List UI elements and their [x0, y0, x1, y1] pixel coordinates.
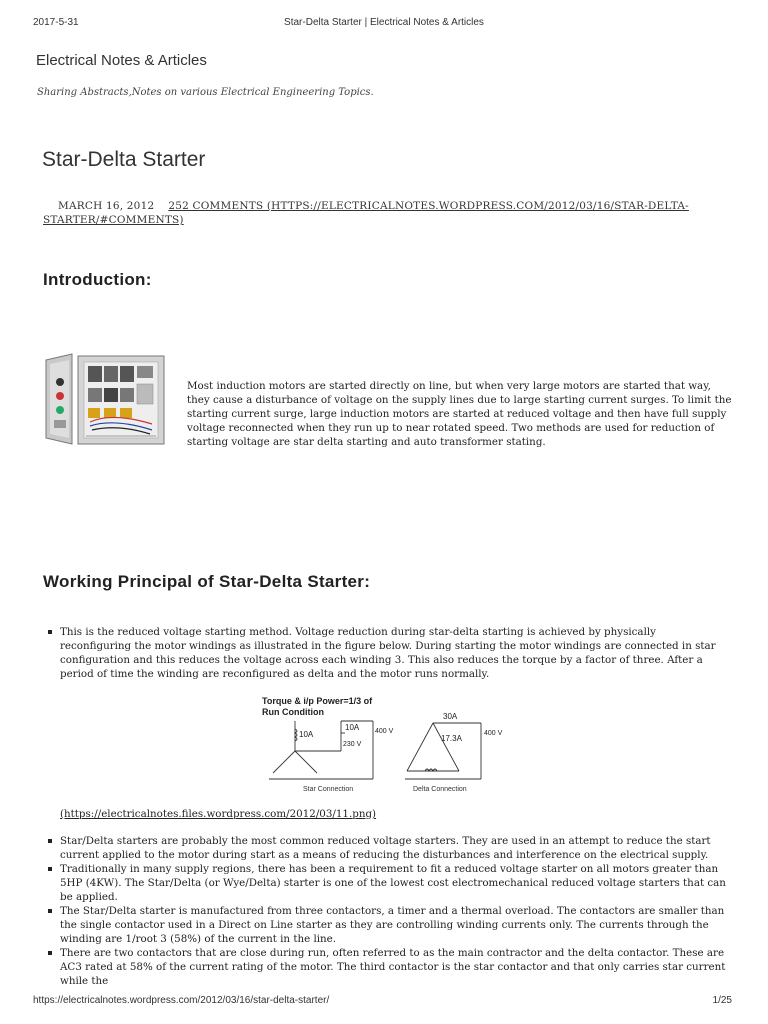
star-phase-voltage: 230 V	[343, 741, 362, 748]
post-meta	[43, 199, 693, 227]
print-page-number: 1/25	[712, 995, 732, 1006]
post-title: Star-Delta Starter	[42, 148, 206, 171]
working-bullets-bottom	[48, 834, 728, 988]
delta-supply-voltage: 400 V	[484, 730, 503, 737]
star-line-current: 10A	[345, 723, 360, 732]
diagram-title-line1: Torque & i/p Power=1/3 of	[262, 696, 373, 706]
working-bullets-top	[48, 625, 728, 681]
delta-line-current: 30A	[443, 712, 458, 721]
star-caption: Star Connection	[303, 786, 354, 793]
diagram-title-line2: Run Condition	[262, 707, 324, 717]
working-principal-heading: Working Principal of Star-Delta Starter:	[43, 572, 371, 591]
delta-winding-current: 17.3A	[441, 734, 462, 743]
intro-paragraph: Most induction motors are started directly on line, but when very large motors are started that way, they cause a disturbance of voltage on the supply lines due to large starting current surges. To limit the starting current surge, large induction motors are started at reduced voltage and then have full supply voltage reconnected when they run up to near rotated speed. Two methods are used for reduction of starting voltage are star delta starting and auto transformer stating.	[187, 380, 732, 448]
comments-link[interactable]: 252 COMMENTS (HTTPS://ELECTRICALNOTES.WORDPRESS.COM/2012/03/16/STAR-DELTA-STARTER/#COMMENTS)	[43, 200, 689, 226]
print-page-title: Star-Delta Starter | Electrical Notes & Articles	[284, 17, 484, 28]
diagram-image-link[interactable]: (https://electricalnotes.files.wordpress.com/2012/03/11.png)	[60, 808, 377, 820]
post-date[interactable]: MARCH 16, 2012	[58, 200, 155, 212]
list-item: Star/Delta starters are probably the most common reduced voltage starters. They are used in an attempt to reduce the start current applied to the motor during start as a means of reducing the disturbances and interference on the electrical supply.	[48, 834, 728, 862]
star-winding-current: 10A	[299, 730, 314, 739]
list-item: There are two contactors that are close during run, often referred to as the main contractor and the delta contactor. These are AC3 rated at 58% of the current rating of the motor. The third contactor is the star contactor and that only carries star current while the	[48, 946, 728, 988]
starter-panel-image[interactable]	[42, 352, 166, 448]
intro-heading: Introduction:	[43, 270, 152, 289]
list-item: This is the reduced voltage starting method. Voltage reduction during star-delta starting is achieved by physically reconfiguring the motor windings as illustrated in the figure below. During starting the motor windings are connected in star configuration and this reduces the voltage across each winding 3. This also reduces the torque by a factor of three. After a period of time the winding are reconfigured as delta and the motor runs normally.	[48, 625, 728, 681]
star-delta-diagram[interactable]	[255, 695, 510, 795]
print-date: 2017-5-31	[33, 17, 79, 28]
site-tagline: Sharing Abstracts,Notes on various Electrical Engineering Topics.	[37, 87, 374, 98]
site-title[interactable]: Electrical Notes & Articles	[36, 52, 207, 69]
star-supply-voltage: 400 V	[375, 728, 394, 735]
delta-caption: Delta Connection	[413, 786, 467, 793]
print-footer-url: https://electricalnotes.wordpress.com/2012/03/16/star-delta-starter/	[33, 995, 330, 1006]
delta-connection-drawing	[405, 723, 481, 779]
list-item: The Star/Delta starter is manufactured from three contactors, a timer and a thermal overload. The contactors are smaller than the single contactor used in a Direct on Line starter as they are controlling winding currents only. The currents through the winding are 1/root 3 (58%) of the current in the line.	[48, 904, 728, 946]
list-item: Traditionally in many supply regions, there has been a requirement to fit a reduced voltage starter on all motors greater than 5HP (4KW). The Star/Delta (or Wye/Delta) starter is one of the lowest cost electromechanical reduced voltage starters that can be applied.	[48, 862, 728, 904]
